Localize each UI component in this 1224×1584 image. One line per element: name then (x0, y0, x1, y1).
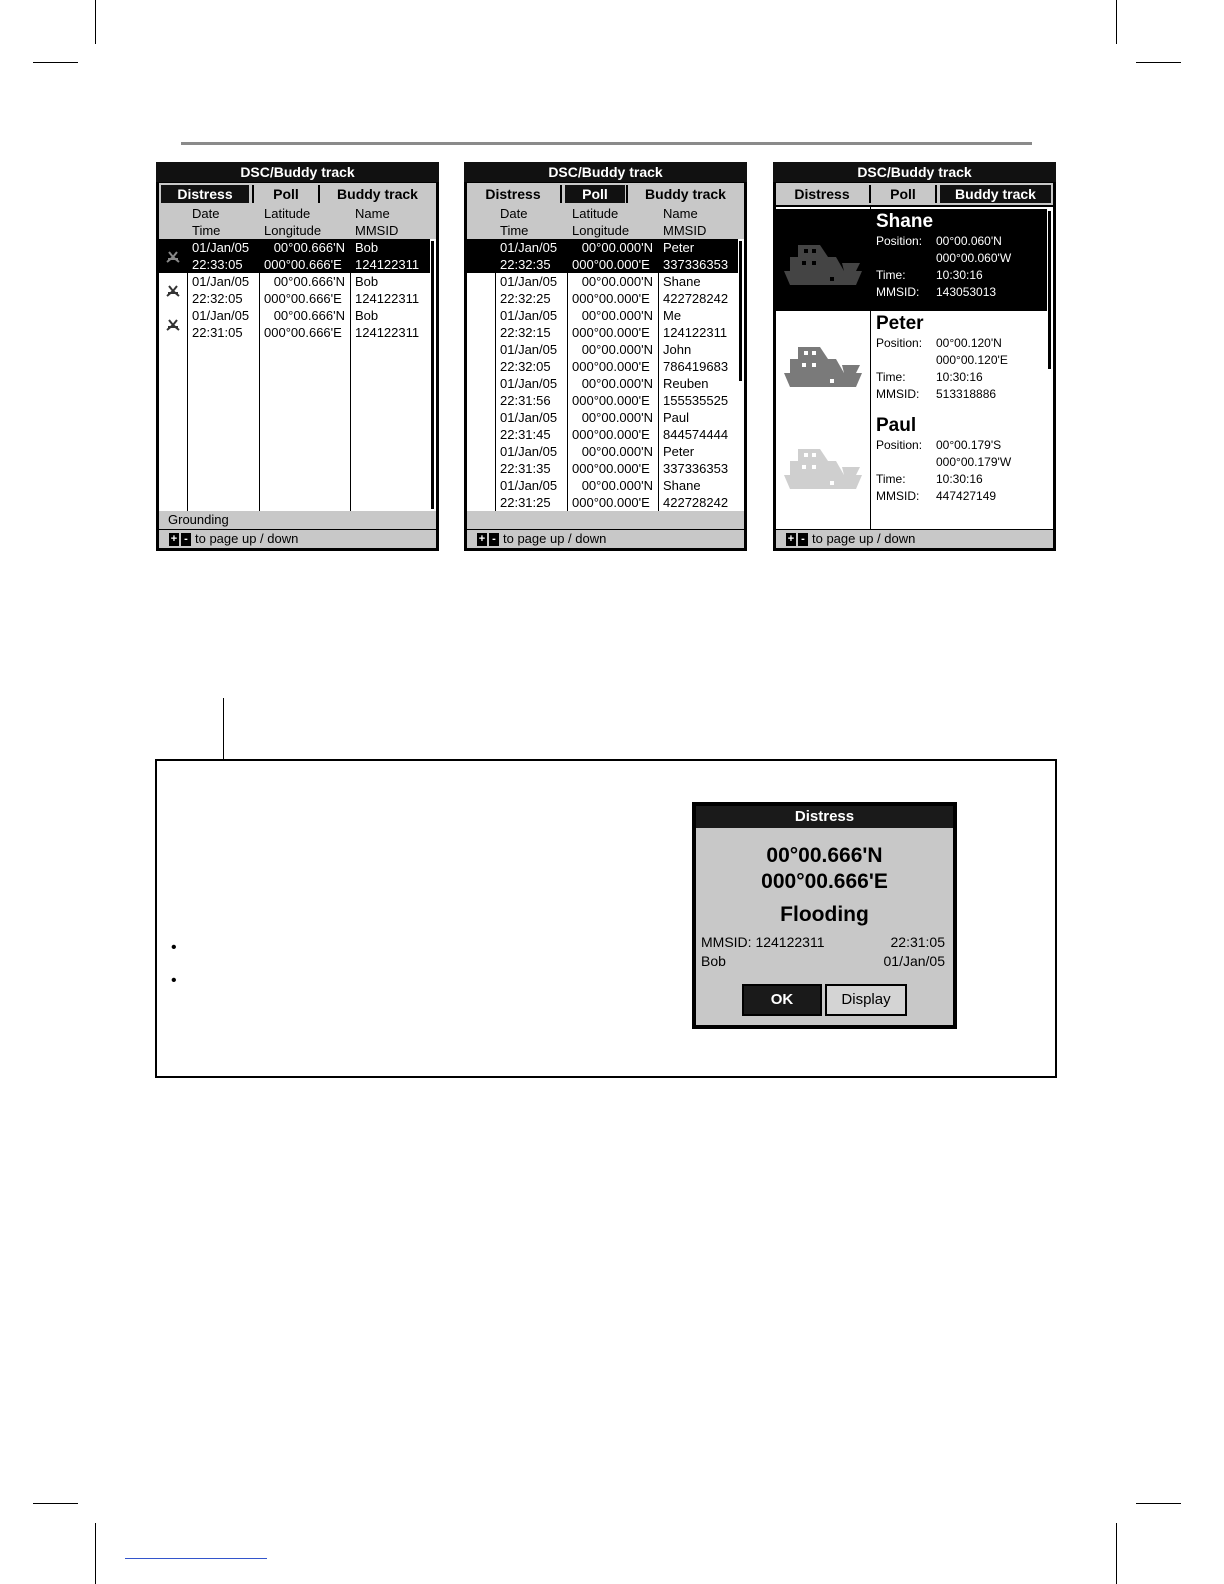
footer-hint (776, 530, 1053, 548)
tab-distress[interactable]: Distress (161, 185, 249, 203)
ok-button[interactable]: OK (742, 984, 822, 1016)
distress-nature-status: Grounding (159, 511, 436, 529)
table-row[interactable] (467, 341, 738, 375)
table-row[interactable] (467, 409, 738, 443)
footer-hint (467, 530, 744, 548)
tab-poll[interactable]: Poll (890, 186, 916, 202)
buddy-item[interactable] (776, 413, 1047, 515)
screen-title: DSC/Buddy track (464, 162, 747, 182)
buddy-item[interactable] (776, 311, 1047, 413)
row-date: 01/Jan/05 (500, 410, 558, 425)
tab-bar (776, 183, 1053, 205)
callout-line (223, 698, 224, 760)
header-latitude: Latitude (572, 206, 619, 221)
header-name: Name (355, 206, 390, 221)
row-latitude: 00°00.000'N (581, 444, 653, 459)
crop-mark (1116, 0, 1117, 44)
page-rule (181, 142, 1032, 145)
row-mmsid: 844574444 (663, 427, 729, 442)
row-time: 22:32:05 (192, 291, 243, 306)
time-label: Time: (876, 472, 906, 486)
table-row[interactable] (467, 443, 738, 477)
minus-key-icon: - (181, 533, 191, 546)
row-time: 22:32:35 (500, 257, 551, 272)
boat-icon (776, 413, 870, 515)
tab-buddy-track[interactable]: Buddy track (337, 186, 418, 202)
header-mmsid: MMSID (663, 223, 707, 238)
row-time: 22:31:25 (500, 495, 551, 510)
buddy-latitude: 00°00.060'N (936, 234, 1002, 248)
row-latitude: 00°00.000'N (581, 376, 653, 391)
sinking-ship-icon (165, 248, 181, 264)
footer-text: to page up / down (503, 531, 607, 546)
position-label: Position: (876, 336, 923, 350)
crop-mark (33, 1503, 78, 1504)
buddy-longitude: 000°00.179'W (936, 455, 1012, 469)
row-time: 22:31:05 (192, 325, 243, 340)
row-longitude: 000°00.000'E (572, 461, 650, 476)
row-longitude: 000°00.666'E (264, 291, 342, 306)
row-mmsid: 124122311 (355, 291, 420, 306)
header-time: Time (192, 223, 221, 238)
header-date: Date (192, 206, 220, 221)
buddy-latitude: 00°00.120'N (936, 336, 1002, 350)
row-longitude: 000°00.000'E (572, 359, 650, 374)
row-mmsid: 124122311 (355, 257, 420, 272)
row-date: 01/Jan/05 (500, 444, 558, 459)
buddy-mmsid: 447427149 (936, 489, 997, 503)
boat-icon (776, 311, 870, 413)
header-longitude: Longitude (572, 223, 630, 238)
screen-title: DSC/Buddy track (156, 162, 439, 182)
row-latitude: 00°00.000'N (581, 478, 653, 493)
row-mmsid: 337336353 (663, 257, 729, 272)
row-mmsid: 155535525 (663, 393, 729, 408)
buddy-time: 10:30:16 (936, 370, 983, 384)
time-label: Time: (876, 268, 906, 282)
header-date: Date (500, 206, 528, 221)
distress-longitude: 000°00.666'E (761, 870, 888, 893)
dialog-body (696, 828, 953, 1025)
distress-time: 22:31:05 (890, 934, 945, 950)
row-time: 22:31:56 (500, 393, 551, 408)
scrollbar[interactable] (738, 239, 744, 511)
bottom-link-underline (125, 1558, 267, 1559)
distress-dialog (692, 802, 957, 1029)
mmsid-label: MMSID: (876, 489, 920, 503)
table-row[interactable] (467, 239, 738, 273)
tab-poll[interactable]: Poll (565, 185, 625, 203)
buddy-mmsid: 513318886 (936, 387, 997, 401)
distress-name: Bob (701, 953, 726, 969)
buddy-name: Shane (876, 211, 934, 232)
row-name: Reuben (663, 376, 709, 391)
row-mmsid: 786419683 (663, 359, 729, 374)
header-latitude: Latitude (264, 206, 311, 221)
row-date: 01/Jan/05 (192, 274, 250, 289)
row-latitude: 00°00.000'N (581, 308, 653, 323)
footer-text: to page up / down (195, 531, 299, 546)
buddy-name: Peter (876, 313, 924, 334)
tab-distress[interactable]: Distress (485, 186, 541, 202)
plus-key-icon: + (478, 533, 486, 545)
row-name: Paul (663, 410, 690, 425)
row-latitude: 00°00.666'N (273, 308, 345, 323)
tab-bar (467, 183, 744, 205)
distress-list-screen (156, 162, 439, 551)
row-longitude: 000°00.000'E (572, 325, 650, 340)
row-latitude: 00°00.666'N (273, 274, 345, 289)
header-mmsid: MMSID (355, 223, 399, 238)
crop-mark (1116, 1523, 1117, 1584)
row-longitude: 000°00.000'E (572, 291, 650, 306)
buddy-longitude: 000°00.060'W (936, 251, 1012, 265)
row-time: 22:31:35 (500, 461, 551, 476)
mmsid-label: MMSID: (876, 285, 920, 299)
row-mmsid: 422728242 (663, 495, 729, 510)
crop-mark (1136, 1503, 1181, 1504)
poll-list-screen (464, 162, 747, 551)
table-row[interactable] (467, 273, 738, 307)
row-time: 22:31:45 (500, 427, 551, 442)
row-name: Bob (355, 308, 379, 323)
row-latitude: 00°00.000'N (581, 410, 653, 425)
mmsid-label: MMSID: (876, 387, 920, 401)
buddy-longitude: 000°00.120'E (936, 353, 1008, 367)
row-date: 01/Jan/05 (500, 478, 558, 493)
row-longitude: 000°00.000'E (572, 393, 650, 408)
scrollbar[interactable] (1047, 207, 1053, 529)
footer-hint (159, 530, 436, 548)
table-row[interactable] (467, 375, 738, 409)
row-name: Me (663, 308, 682, 323)
row-name: Peter (663, 240, 695, 255)
row-name: Shane (663, 478, 701, 493)
row-time: 22:32:05 (500, 359, 551, 374)
sinking-ship-icon (165, 316, 181, 332)
dialog-title: Distress (696, 806, 953, 828)
minus-key-icon: - (489, 533, 499, 546)
table-row[interactable] (467, 477, 738, 511)
crop-mark (95, 1523, 96, 1584)
distress-nature: Flooding (780, 903, 869, 926)
sinking-ship-icon (165, 282, 181, 298)
buddy-list (776, 207, 1047, 529)
boat-icon (776, 209, 870, 311)
plus-key-icon: + (787, 533, 795, 545)
buddy-item[interactable] (776, 209, 1047, 311)
row-latitude: 00°00.666'N (273, 240, 345, 255)
buddy-time: 10:30:16 (936, 472, 983, 486)
row-name: Bob (355, 274, 379, 289)
footer-text: to page up / down (812, 531, 916, 546)
row-date: 01/Jan/05 (192, 308, 250, 323)
row-name: Bob (355, 240, 379, 255)
status-bar (467, 511, 744, 529)
buddy-name: Paul (876, 415, 917, 436)
row-time: 22:32:15 (500, 325, 551, 340)
crop-mark (95, 0, 96, 44)
header-name: Name (663, 206, 698, 221)
buddy-track-screen (773, 162, 1056, 551)
tab-distress[interactable]: Distress (794, 186, 850, 202)
row-date: 01/Jan/05 (500, 240, 558, 255)
table-row[interactable] (159, 307, 430, 341)
row-date: 01/Jan/05 (192, 240, 250, 255)
row-date: 01/Jan/05 (500, 376, 558, 391)
row-longitude: 000°00.666'E (264, 257, 342, 272)
tab-bar (159, 183, 436, 205)
row-latitude: 00°00.000'N (581, 240, 653, 255)
plus-key-icon: + (170, 533, 178, 545)
buddy-mmsid: 143053013 (936, 285, 997, 299)
row-mmsid: 124122311 (355, 325, 420, 340)
distress-mmsid: MMSID: 124122311 (701, 934, 825, 950)
bullet: • (171, 939, 177, 956)
row-longitude: 000°00.000'E (572, 257, 650, 272)
row-date: 01/Jan/05 (500, 342, 558, 357)
row-latitude: 00°00.000'N (581, 274, 653, 289)
crop-mark (1136, 62, 1181, 63)
row-time: 22:33:05 (192, 257, 243, 272)
distress-list (159, 239, 430, 511)
buddy-latitude: 00°00.179'S (936, 438, 1002, 452)
row-name: Peter (663, 444, 695, 459)
row-mmsid: 124122311 (663, 325, 728, 340)
row-latitude: 00°00.000'N (581, 342, 653, 357)
row-date: 01/Jan/05 (500, 274, 558, 289)
distress-date: 01/Jan/05 (883, 953, 945, 969)
tab-buddy-track[interactable]: Buddy track (645, 186, 726, 202)
table-row[interactable] (159, 273, 430, 307)
tab-poll[interactable]: Poll (273, 186, 299, 202)
header-time: Time (500, 223, 529, 238)
time-label: Time: (876, 370, 906, 384)
screen-title: DSC/Buddy track (773, 162, 1056, 182)
poll-list (467, 239, 738, 511)
buddy-time: 10:30:16 (936, 268, 983, 282)
column-headers (467, 205, 744, 239)
table-row[interactable] (159, 239, 430, 273)
row-name: Shane (663, 274, 701, 289)
row-date: 01/Jan/05 (500, 308, 558, 323)
row-longitude: 000°00.666'E (264, 325, 342, 340)
table-row[interactable] (467, 307, 738, 341)
tab-buddy-track[interactable]: Buddy track (940, 185, 1051, 203)
row-mmsid: 422728242 (663, 291, 729, 306)
position-label: Position: (876, 438, 923, 452)
row-time: 22:32:25 (500, 291, 551, 306)
bullet: • (171, 972, 177, 989)
row-mmsid: 337336353 (663, 461, 729, 476)
crop-mark (33, 62, 78, 63)
position-label: Position: (876, 234, 923, 248)
distress-latitude: 00°00.666'N (766, 844, 883, 867)
header-longitude: Longitude (264, 223, 322, 238)
row-longitude: 000°00.000'E (572, 495, 650, 510)
row-name: John (663, 342, 692, 357)
row-longitude: 000°00.000'E (572, 427, 650, 442)
minus-key-icon: - (798, 533, 808, 546)
scrollbar[interactable] (430, 239, 436, 511)
display-button[interactable]: Display (825, 984, 907, 1016)
column-headers (159, 205, 436, 239)
